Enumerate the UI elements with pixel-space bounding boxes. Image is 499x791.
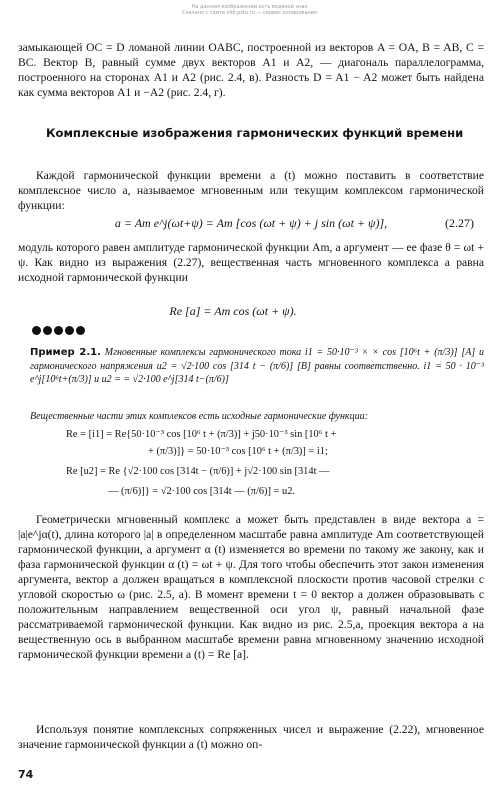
geometric-paragraph: Геометрически мгновенный комплекс a может быть представлен в виде вектора a = |a|e^jα(t), длина которого |a| в определенном масштабе равна амплитуде Am соответствующей гармонической функции, а аргумент α (t) изменяется во времени по такому же закону, как и фаза гармонической функции α (t) = ωt + ψ. Для того чтобы обеспечить этот закон изменения аргумента, вектор a должен вращаться в комплексной плоскости против часовой стрелки с угловой скоростью ω (рис. 2.5, а). В момент времени t = 0 вектор a должен образовывать с положительным направлением вещественной оси угол ψ, равный начальной фазе рассматриваемой гармонической функции. Как видно из рис. 2.5,а, проекция вектора a на вещественную ось в выбранном масштабе времени равна мгновенному значению исходной гармонической функции времени a (t) = Re [a]. xyxy=(18,513,484,661)
example-marker xyxy=(32,326,85,340)
bullet-dot-3 xyxy=(54,326,63,335)
watermark-line-2: Скачано с сайта elib.pstu.ru — сервис копирования xyxy=(182,10,317,16)
equation-2-27-body: a = Am e^j(ωt+ψ) = Am [cos (ωt + ψ) + j sin (ωt + ψ)], xyxy=(114,216,388,230)
example-line-1: Re = [i1] = Re{50·10⁻³ cos [10⁶ t + (π/3)] + j50·10⁻³ sin [10⁶ t + xyxy=(66,429,337,440)
intro-paragraph-block xyxy=(18,168,484,213)
example-2-1 xyxy=(30,346,484,387)
intro-paragraph: Каждой гармонической функции времени a (t) можно поставить в соответствие комплексное число a, называемое мгновенным или текущим комплексом гармонической функции: xyxy=(18,169,484,212)
modulus-paragraph-block xyxy=(18,240,484,285)
last-paragraph-block xyxy=(18,722,484,752)
example-line-3: Re [u2] = Re {√2·100 cos [314t − (π/6)] + j√2·100 sin [314t — xyxy=(66,466,330,477)
bullet-dot-4 xyxy=(65,326,74,335)
equation-re: Re [a] = Am cos (ωt + ψ). xyxy=(169,304,297,318)
page-number: 74 xyxy=(18,768,34,781)
example-label: Пример 2.1. xyxy=(30,347,101,358)
top-paragraph: замыкающей OC = D ломаной линии OABC, построенной из векторов A = OA, B = AB, C = BC. Вектор B, равный сумме двух векторов A1 и A2, — диагональ параллелограмма, построенного на сторонах A1 и A2 (рис. 2.4, в). Разность D = A1 − A2 может быть найдена как сумма векторов A1 и −A2 (рис. 2.4, г). xyxy=(18,41,484,99)
equation-2-27 xyxy=(18,216,484,232)
example-text: Мгновенные комплексы гармонического тока i1 = 50·10⁻³ × × cos [10⁶t + (π/3)] [A] и гармонического напряжения u2 = √2·100 cos [314 t − (π/6)] [B] равны соответственно. i1 = 50 · 10⁻³ e^j[10⁶t+(π/3)] и u2 = = √2·100 e^j[314 t−(π/6)] xyxy=(30,347,485,385)
watermark xyxy=(0,4,499,16)
bullet-dot-1 xyxy=(32,326,41,335)
last-paragraph: Используя понятие комплексных сопряженных чисел и выражение (2.22), мгновенное значение гармонической функции a (t) можно оп- xyxy=(18,723,484,751)
modulus-paragraph: модуль которого равен амплитуде гармонической функции Am, а аргумент — ее фазе θ = ωt + ψ. Как видно из выражения (2.27), вещественная часть мгновенного комплекса a равна исходной гармонической функции xyxy=(18,241,484,284)
bullet-dot-5 xyxy=(76,326,85,335)
example-note: Вещественные части этих комплексов есть исходные гармонические функции: xyxy=(30,411,368,422)
example-line-2: + (π/3)]} = 50·10⁻³ cos [10⁶ t + (π/3)] = i1; xyxy=(148,446,328,457)
bullet-dot-2 xyxy=(43,326,52,335)
watermark-line-1: На данном изображении есть водяной знак xyxy=(191,4,308,10)
geometric-paragraph-block xyxy=(18,512,484,662)
top-paragraph-block xyxy=(18,40,484,100)
section-heading: Комплексные изображения гармонических функций времени xyxy=(46,126,464,140)
example-line-4: — (π/6)]} = √2·100 cos [314t — (π/6)] = u2. xyxy=(108,486,296,497)
equation-2-27-number: (2.27) xyxy=(445,216,474,230)
